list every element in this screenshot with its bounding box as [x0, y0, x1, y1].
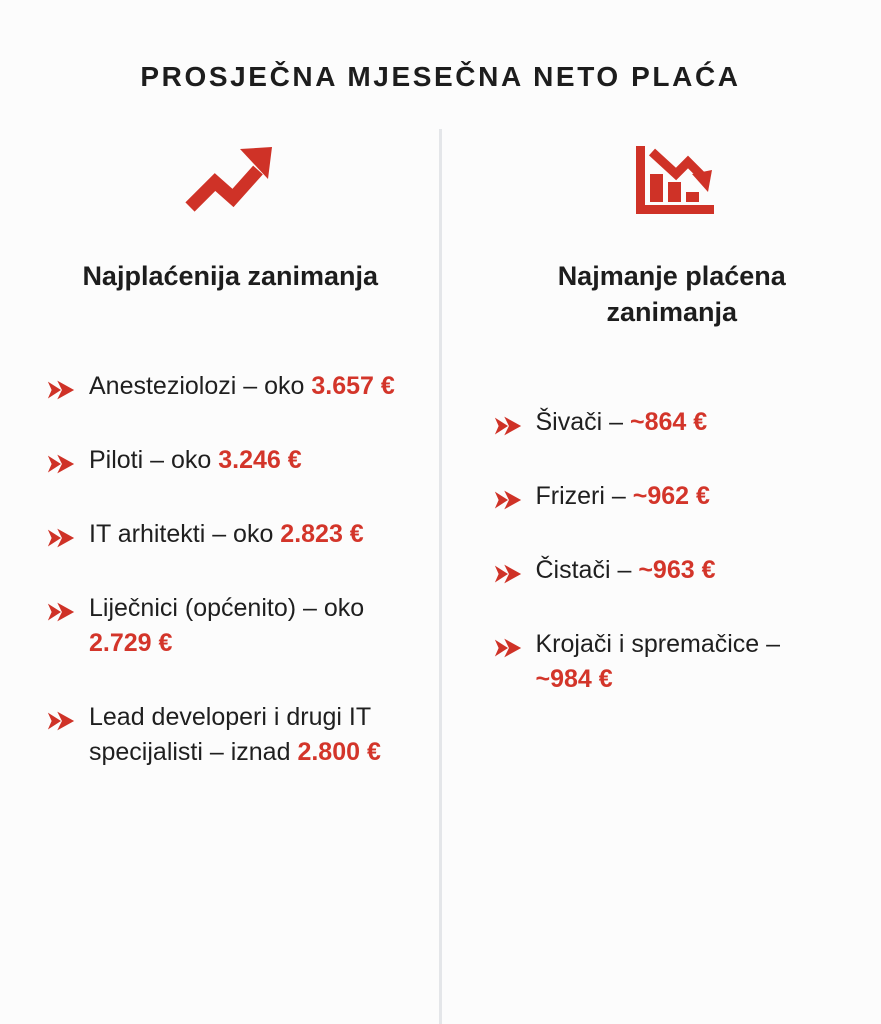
declining-bar-chart-icon [632, 140, 718, 220]
heading-highest-paid: Najplaćenija zanimanja [82, 260, 379, 291]
list-item [493, 405, 858, 441]
column-lowest-paid [441, 137, 881, 1024]
list-item [493, 479, 858, 515]
list-item-text [89, 591, 411, 662]
list-item-value: 3.657 € [311, 371, 395, 400]
page-title: PROSJEČNA MJESEČNA NETO PLAĆA [140, 61, 741, 92]
left-icon-wrap [46, 137, 411, 223]
list-item-label: IT arhitekti – oko [89, 519, 281, 548]
double-chevron-arrow-icon [46, 449, 76, 479]
list-item-value: 2.823 € [280, 519, 364, 548]
upward-trend-arrow-icon [180, 141, 276, 219]
list-item-value: ~864 € [629, 407, 708, 436]
list-item [46, 517, 411, 553]
double-chevron-arrow-icon [46, 597, 76, 627]
list-item-text [89, 369, 411, 405]
list-item-text [89, 517, 411, 553]
list-item-value: ~984 € [535, 665, 613, 694]
list-item-value: 2.800 € [297, 738, 381, 767]
list-lowest-paid [493, 405, 858, 698]
list-item-text [536, 627, 858, 698]
list-item [46, 591, 411, 662]
double-chevron-arrow-icon [46, 523, 76, 553]
columns-container [0, 137, 881, 1024]
list-item-label: Frizeri – [535, 481, 633, 510]
title-bar [0, 0, 881, 93]
list-item [493, 553, 858, 589]
list-item [46, 700, 411, 771]
list-item-value: ~963 € [638, 555, 716, 584]
vertical-divider [439, 129, 442, 1024]
list-item-label: Lead developeri i drugi IT specijalisti – iznad [89, 702, 371, 767]
list-item [493, 627, 858, 698]
double-chevron-arrow-icon [493, 633, 523, 663]
list-item-text [536, 553, 858, 589]
list-item-text [536, 405, 858, 441]
double-chevron-arrow-icon [493, 411, 523, 441]
list-item-text [89, 700, 411, 771]
right-icon-wrap [493, 137, 858, 223]
list-item-label: Piloti – oko [89, 445, 219, 474]
list-item [46, 443, 411, 479]
list-item-label: Čistači – [535, 555, 639, 584]
column-highest-paid [0, 137, 441, 1024]
list-item-value: 3.246 € [218, 445, 302, 474]
heading-lowest-paid: Najmanje plaćena zanimanja [557, 260, 786, 327]
double-chevron-arrow-icon [46, 375, 76, 405]
list-highest-paid [46, 369, 411, 771]
list-item-text [89, 443, 411, 479]
list-item [46, 369, 411, 405]
double-chevron-arrow-icon [46, 706, 76, 736]
list-item-value: 2.729 € [89, 629, 173, 658]
list-item-label: Šivači – [535, 407, 630, 436]
double-chevron-arrow-icon [493, 485, 523, 515]
list-item-label: Anesteziolozi – oko [89, 371, 312, 400]
list-item-label: Krojači i spremačice – [535, 629, 781, 658]
list-item-value: ~962 € [632, 481, 710, 510]
double-chevron-arrow-icon [493, 559, 523, 589]
list-item-text [536, 479, 858, 515]
list-item-label: Liječnici (općenito) – oko [89, 593, 365, 622]
